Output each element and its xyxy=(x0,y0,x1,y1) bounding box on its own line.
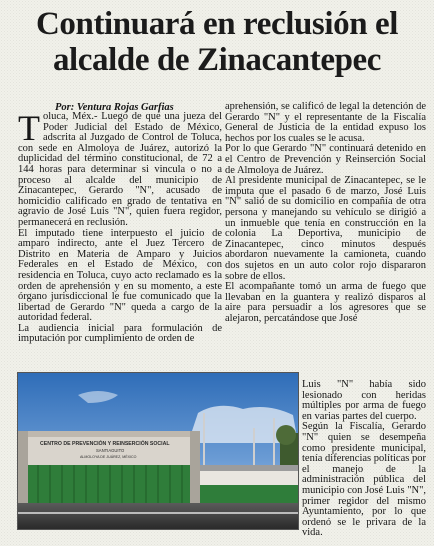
paragraph-4: aprehensión, se calificó de legal la detención de Gerardo "N" y el representante de la Fiscalía General de Justicia de la entidad expuso los hechos por los cuales se le acusa. xyxy=(225,101,426,144)
sign-line-3: ALMOLOYA DE JUÁREZ, MÉXICO xyxy=(80,455,137,459)
article-column-3 xyxy=(302,380,426,539)
headline: Continuará en reclusión el alcalde de Zinacantepec xyxy=(35,6,399,78)
paragraph-1-text: oluca, Méx.- Luego de que una jueza del Poder Judicial del Estado de México, adscrita al Juzgado de Control de Toluca, con sede en Almoloya de Juárez, autorizó la duplicidad del término constitucional, de 72 a 144 horas para determinar si vincula o no a proceso al alcalde del municipio de Zinacantepec, Gerardo "N", acusado de homicidio calificado en grado de tentativa en agravio de José Luis "N", quien fuera regidor, permanecerá en reclusión. xyxy=(18,111,222,228)
paragraph-8: Luis "N" había sido lesionado con heridas múltiples por arma de fuego en varias partes del cuerpo. xyxy=(302,379,426,422)
sign-line-2: SANTIAGUITO xyxy=(96,448,125,453)
prison-entrance-photo xyxy=(17,372,299,530)
paragraph-5: Por lo que Gerardo "N" continuará detenido en el Centro de Prevención y Reinserción Social de Almoloya de Juárez. xyxy=(225,143,426,176)
paragraph-3: La audiencia inicial para formulación de imputación por cumplimiento de orden de xyxy=(18,322,222,345)
sign-line-1: CENTRO DE PREVENCIÓN Y REINSERCIÓN SOCIAL xyxy=(40,441,170,447)
article-column-2 xyxy=(225,102,426,324)
drop-cap: T xyxy=(18,108,40,148)
byline: Por: Ventura Rojas Garfias xyxy=(55,102,174,113)
paragraph-7: El acompañante tomó un arma de fuego que llevaban en la guantera y realizó disparos al aire para persuadir a los agresores que se alejaron, percatándose que José xyxy=(225,281,426,324)
article-column-1 xyxy=(18,108,222,345)
paragraph-6: Al presidente municipal de Zinacantepec, se le imputa que el pasado 6 de marzo, José Luis "N" salió de su domicilio en compañía de otra persona y manejando su vehículo se dirigió a un inmueble que tenía en construcción en la colonia La Deportiva, municipio de Zinacantepec, cinco minutos después abordaron nuevamente la camioneta, cuando dos sujetos en un auto color rojo dispararon sobre de ellos. xyxy=(225,175,426,282)
paragraph-9: Según la Fiscalía, Gerardo "N" quien se desempeña como presidente municipal, tenía diferencias políticas por el manejo de la administración pública del municipio con José Luis "N", primer regidor del mismo Ayuntamiento, por lo que ordenó se le privara de la vida. xyxy=(302,421,426,539)
paragraph-1 xyxy=(18,108,222,229)
paragraph-2: El imputado tiene interpuesto el juicio de amparo indirecto, ante el Juez Tercero de Distrito en Materia de Amparo y Juicios Federales en el Estado de México, con residencia en Toluca, cuyo acto reclamado es la orden de aprehensión y en su momento, a este órgano jurisdiccional le fue comunicado que la libertad de Gerardo "N" queda a cargo de la autoridad federal. xyxy=(18,227,222,324)
